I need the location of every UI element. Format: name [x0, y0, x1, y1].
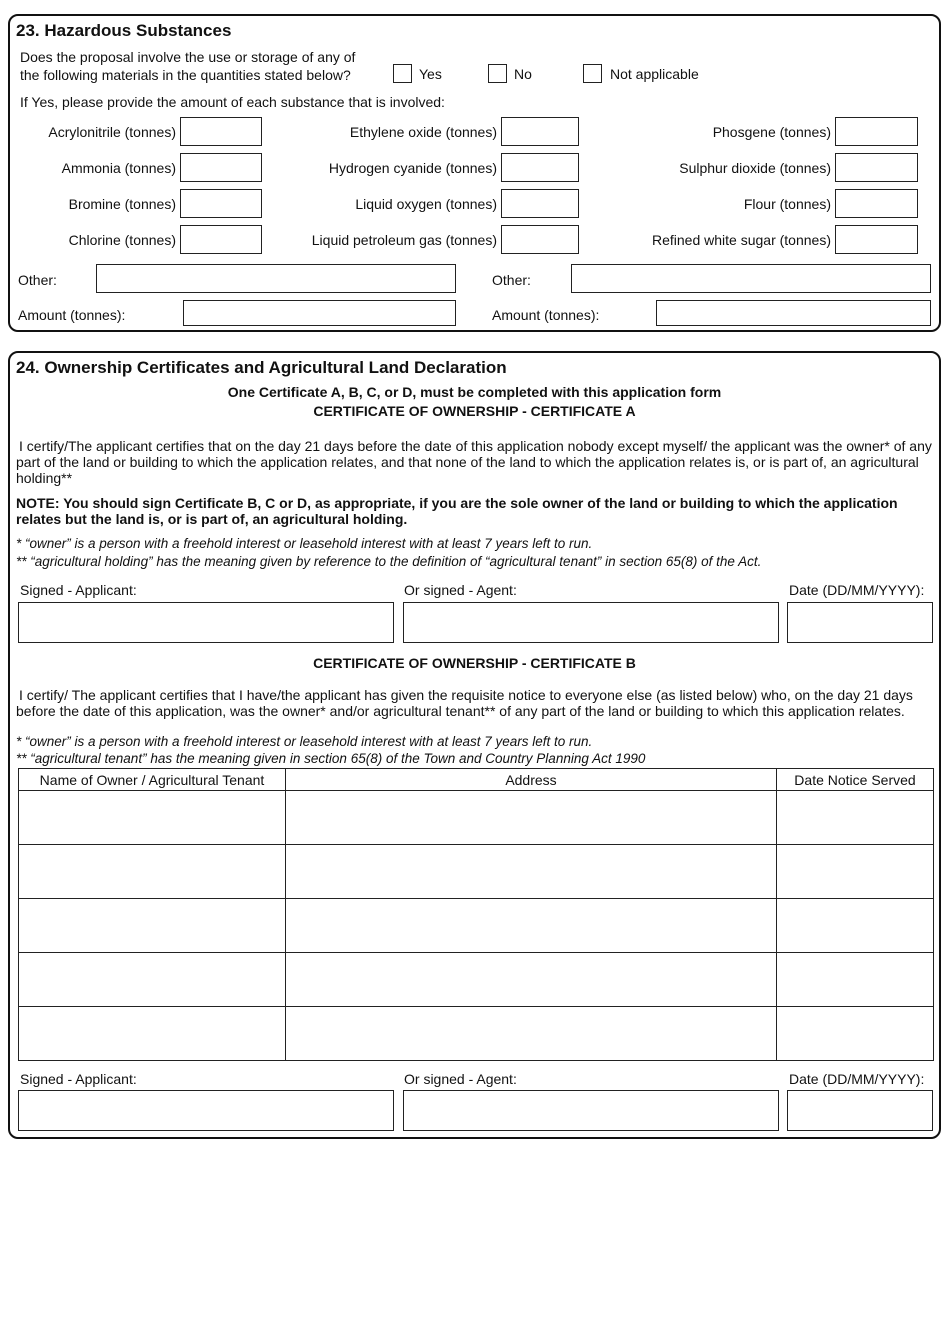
refined-white-sugar-input[interactable] [835, 225, 918, 254]
address-cell[interactable] [286, 845, 777, 899]
table-row [19, 953, 934, 1007]
owner-footnote: * “owner” is a person with a freehold interest or leasehold interest with at least 7 years left to run. [16, 734, 593, 749]
yes-label: Yes [419, 66, 442, 82]
agricultural-note: NOTE: You should sign Certificate B, C or D, as appropriate, if you are the sole owner of the land or building to which the application relates but the land is, or is part of, an agricultural holding. [16, 495, 898, 527]
cert-b-agent-signature-input[interactable] [403, 1090, 779, 1131]
table-row [19, 791, 934, 845]
date-label: Date (DD/MM/YYYY): [789, 1071, 925, 1087]
table-row [19, 845, 934, 899]
agricultural-holding-footnote: ** “agricultural holding” has the meaning given by reference to the definition of “agricultural tenant” in section 65(8) of the Act. [16, 554, 762, 569]
other-label: Other: [492, 272, 531, 288]
other-substance-input-left[interactable] [96, 264, 456, 293]
cert-a-date-input[interactable] [787, 602, 933, 643]
owner-name-cell[interactable] [19, 791, 286, 845]
date-notice-cell[interactable] [777, 899, 934, 953]
substance-label: Ethylene oxide (tonnes) [349, 124, 497, 140]
column-header-date-notice-served: Date Notice Served [777, 769, 934, 791]
substance-label: Hydrogen cyanide (tonnes) [328, 160, 497, 176]
yes-checkbox[interactable] [393, 64, 412, 83]
section-24-title: 24. Ownership Certificates and Agricultural Land Declaration [16, 358, 507, 377]
owner-name-cell[interactable] [19, 953, 286, 1007]
certificate-subtitle: One Certificate A, B, C, or D, must be completed with this application form [227, 384, 722, 400]
owner-name-cell[interactable] [19, 899, 286, 953]
not-applicable-checkbox[interactable] [583, 64, 602, 83]
table-header-row [19, 769, 934, 791]
date-label: Date (DD/MM/YYYY): [789, 582, 925, 598]
section-23-title: 23. Hazardous Substances [16, 21, 232, 40]
owner-name-cell[interactable] [19, 1007, 286, 1061]
sulphur-dioxide-input[interactable] [835, 153, 918, 182]
substance-label: Ammonia (tonnes) [61, 160, 176, 176]
address-cell[interactable] [286, 1007, 777, 1061]
column-header-address: Address [286, 769, 777, 791]
acrylonitrile-input[interactable] [180, 117, 262, 146]
hazard-question-line1: Does the proposal involve the use or storage of any of [20, 49, 356, 65]
other-label: Other: [18, 272, 57, 288]
substance-label: Liquid oxygen (tonnes) [355, 196, 497, 212]
signed-agent-label: Or signed - Agent: [404, 582, 517, 598]
cert-a-agent-signature-input[interactable] [403, 602, 779, 643]
hydrogen-cyanide-input[interactable] [501, 153, 579, 182]
amount-label: Amount (tonnes): [492, 307, 600, 323]
substance-label: Refined white sugar (tonnes) [652, 232, 831, 248]
substance-label: Bromine (tonnes) [68, 196, 176, 212]
no-checkbox[interactable] [488, 64, 507, 83]
substance-label: Flour (tonnes) [743, 196, 831, 212]
date-notice-cell[interactable] [777, 953, 934, 1007]
certificate-b-text: I certify/ The applicant certifies that I have/the applicant has given the requisite notice to everyone else (as listed below) who, on the day 21 days before the date of this application, was the owner* and/or agricultural tenant** of any part of the land or building to which this application relates. [16, 687, 913, 719]
substance-label: Chlorine (tonnes) [68, 232, 176, 248]
cert-a-applicant-signature-input[interactable] [18, 602, 394, 643]
liquid-petroleum-gas-input[interactable] [501, 225, 579, 254]
phosgene-input[interactable] [835, 117, 918, 146]
not-applicable-label: Not applicable [610, 66, 699, 82]
section-24-ownership-certificates [8, 351, 941, 1139]
substance-label: Acrylonitrile (tonnes) [48, 124, 176, 140]
signed-applicant-label: Signed - Applicant: [20, 582, 137, 598]
section-23-hazardous-substances [8, 14, 941, 332]
agricultural-tenant-footnote: ** “agricultural tenant” has the meaning given in section 65(8) of the Town and Country Planning Act 1990 [16, 751, 646, 766]
address-cell[interactable] [286, 953, 777, 1007]
substance-label: Phosgene (tonnes) [712, 124, 831, 140]
ammonia-input[interactable] [180, 153, 262, 182]
date-notice-cell[interactable] [777, 791, 934, 845]
hazard-question-line2: the following materials in the quantities stated below? [20, 67, 351, 83]
owners-notice-table [18, 768, 934, 1061]
other-substance-input-right[interactable] [571, 264, 931, 293]
table-row [19, 899, 934, 953]
bromine-input[interactable] [180, 189, 262, 218]
other-amount-input-left[interactable] [183, 300, 456, 326]
address-cell[interactable] [286, 791, 777, 845]
owner-name-cell[interactable] [19, 845, 286, 899]
date-notice-cell[interactable] [777, 845, 934, 899]
substance-label: Liquid petroleum gas (tonnes) [311, 232, 497, 248]
certificate-b-heading: CERTIFICATE OF OWNERSHIP - CERTIFICATE B [313, 655, 636, 671]
flour-input[interactable] [835, 189, 918, 218]
cert-b-applicant-signature-input[interactable] [18, 1090, 394, 1131]
if-yes-instruction: If Yes, please provide the amount of each substance that is involved: [20, 94, 445, 110]
signed-applicant-label: Signed - Applicant: [20, 1071, 137, 1087]
cert-b-date-input[interactable] [787, 1090, 933, 1131]
other-amount-input-right[interactable] [656, 300, 931, 326]
ethylene-oxide-input[interactable] [501, 117, 579, 146]
address-cell[interactable] [286, 899, 777, 953]
liquid-oxygen-input[interactable] [501, 189, 579, 218]
chlorine-input[interactable] [180, 225, 262, 254]
substance-label: Sulphur dioxide (tonnes) [679, 160, 831, 176]
no-label: No [514, 66, 532, 82]
certificate-a-text: I certify/The applicant certifies that on the day 21 days before the date of this application nobody except myself/ the applicant was the owner* of any part of the land or building to which the application relates, and that none of the land to which the application relates is, or is part of, an agricultural holding** [16, 438, 932, 486]
signed-agent-label: Or signed - Agent: [404, 1071, 517, 1087]
amount-label: Amount (tonnes): [18, 307, 126, 323]
date-notice-cell[interactable] [777, 1007, 934, 1061]
certificate-a-heading: CERTIFICATE OF OWNERSHIP - CERTIFICATE A [313, 403, 636, 419]
column-header-owner-name: Name of Owner / Agricultural Tenant [19, 769, 286, 791]
owner-footnote: * “owner” is a person with a freehold interest or leasehold interest with at least 7 years left to run. [16, 536, 593, 551]
table-row [19, 1007, 934, 1061]
